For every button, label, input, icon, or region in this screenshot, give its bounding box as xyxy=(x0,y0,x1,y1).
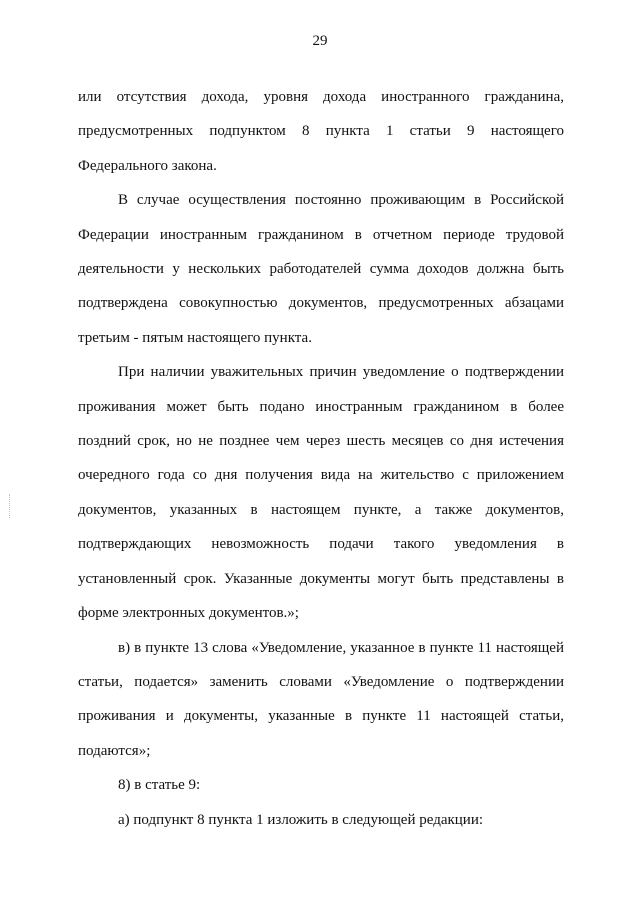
paragraph-continuation: или отсутствия дохода, уровня дохода иностранного гражданина, предусмотренных подпунктом 8 пункта 1 статьи 9 настоящего Федерального закона. xyxy=(78,89,564,174)
page-number: 29 xyxy=(312,33,328,49)
scan-margin-mark xyxy=(9,494,12,518)
paragraph-item-8: 8) в статье 9: xyxy=(118,777,201,794)
paragraph-multiple-employers: В случае осуществления постоянно проживающим в Российской Федерации иностранным гражданином в отчетном периоде трудовой деятельности у нескольких работодателей сумма доходов должна быть подтверждена совокупностью документов, предусмотренных абзацами третьим - пятым настоящего пункта. xyxy=(78,192,564,346)
paragraph-item-v: в) в пункте 13 слова «Уведомление, указанное в пункте 11 настоящей статьи, подается» заменить словами «Уведомление о подтверждении проживания и документы, указанные в пункте 11 настоящей статьи, подаются»; xyxy=(78,639,564,759)
paragraph-late-submission: При наличии уважительных причин уведомление о подтверждении проживания может быть подано иностранным гражданином в более поздний срок, но не позднее чем через шесть месяцев со дня истечения очередного года со дня получения вида на жительство с приложением документов, указанных в настоящем пункте, а также документов, подтверждающих невозможность подачи такого уведомления в установленный срок. Указанные документы могут быть представлены в форме электронных документов.»; xyxy=(78,364,564,622)
document-body xyxy=(78,80,564,837)
paragraph-item-a: а) подпункт 8 пункта 1 изложить в следующей редакции: xyxy=(118,811,484,828)
